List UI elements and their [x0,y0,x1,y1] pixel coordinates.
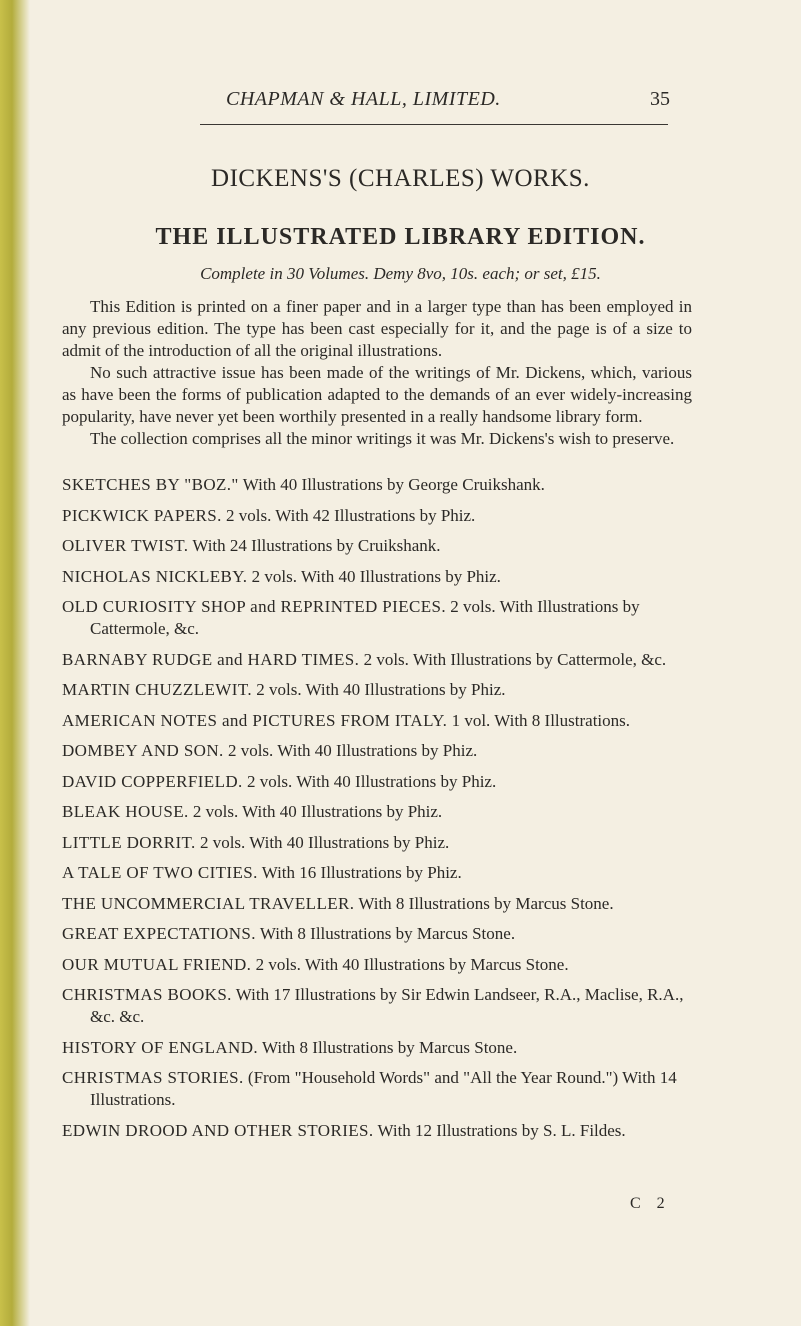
work-entry [62,740,692,762]
work-detail: 2 vols. With Illustrations by Cattermole, &c. [90,597,640,638]
work-title: DAVID COPPERFIELD. [62,771,243,791]
work-entry [62,649,692,671]
work-entry [62,710,692,732]
page-number: 35 [650,88,670,110]
work-entry [62,535,692,557]
intro-text [62,296,692,450]
work-detail: With 8 Illustrations by Marcus Stone. [358,893,614,913]
work-entry [62,596,692,640]
work-title: BARNABY RUDGE and HARD TIMES. [62,649,360,669]
work-title: OLIVER TWIST. [62,536,189,555]
work-entry [62,1067,692,1111]
work-title: PICKWICK PAPERS. [62,505,222,525]
work-detail: 2 vols. With Illustrations by Cattermole, &c. [363,649,667,669]
work-detail: With 12 Illustrations by S. L. Fildes. [377,1120,626,1140]
work-detail: With 17 Illustrations by Sir Edwin Landseer, R.A., Maclise, R.A., &c. &c. [90,985,684,1026]
work-detail: With 8 Illustrations by Marcus Stone. [261,1037,518,1057]
work-title: OLD CURIOSITY SHOP and REPRINTED PIECES. [62,597,447,616]
works-list [62,474,692,1150]
work-detail: With 24 Illustrations by Cruikshank. [192,536,441,555]
work-entry [62,862,692,884]
running-header [200,88,670,118]
intro-paragraph: No such attractive issue has been made of the writings of Mr. Dickens, which, various as have been the forms of publication adapted to the demands of an ever widely-increasing popularity, have never yet been worthily presented in a really handsome library form. [62,363,692,426]
work-entry [62,923,692,945]
work-title: OUR MUTUAL FRIEND. [62,954,252,974]
work-entry [62,1120,692,1142]
work-detail: With 16 Illustrations by Phiz. [261,863,462,882]
work-entry [62,771,692,793]
work-title: LITTLE DORRIT. [62,832,196,852]
work-detail: 1 vol. With 8 Illustrations. [451,710,631,730]
work-detail: 2 vols. With 40 Illustrations by Phiz. [246,771,497,791]
intro-paragraph: The collection comprises all the minor writings it was Mr. Dickens's wish to preserve. [90,429,675,448]
work-detail: 2 vols. With 40 Illustrations by Phiz. [256,680,506,699]
work-entry [62,566,692,588]
work-entry [62,984,692,1028]
work-title: NICHOLAS NICKLEBY. [62,566,248,586]
work-entry [62,474,692,496]
work-title: A TALE OF TWO CITIES. [62,863,258,882]
work-title: THE UNCOMMERCIAL TRAVELLER. [62,893,355,913]
work-detail: (From "Household Words" and "All the Year Round.") With 14 Illustrations. [90,1068,677,1109]
header-rule [200,124,668,125]
work-detail: With 8 Illustrations by Marcus Stone. [259,924,516,943]
work-title: DOMBEY AND SON. [62,741,224,760]
work-entry [62,679,692,701]
work-entry [62,505,692,527]
work-entry [62,893,692,915]
work-detail: 2 vols. With 40 Illustrations by Phiz. [251,566,501,586]
work-title: CHRISTMAS BOOKS. [62,985,232,1004]
work-title: HISTORY OF ENGLAND. [62,1037,259,1057]
edition-title: THE ILLUSTRATED LIBRARY EDITION. [155,224,646,250]
work-detail: 2 vols. With 40 Illustrations by Phiz. [199,832,450,852]
work-entry [62,832,692,854]
work-title: BLEAK HOUSE. [62,802,189,821]
work-title: EDWIN DROOD AND OTHER STORIES. [62,1120,374,1140]
work-entry [62,1037,692,1059]
work-title: SKETCHES BY "BOZ." [62,475,239,494]
work-title: GREAT EXPECTATIONS. [62,924,256,943]
work-entry [62,801,692,823]
work-title: MARTIN CHUZZLEWIT. [62,680,252,699]
work-detail: With 40 Illustrations by George Cruikshank. [242,475,545,494]
signature-mark: C 2 [630,1195,671,1212]
publisher-title: CHAPMAN & HALL, LIMITED. [226,88,501,110]
work-title: AMERICAN NOTES and PICTURES FROM ITALY. [62,710,448,730]
work-detail: 2 vols. With 40 Illustrations by Phiz. [227,741,478,760]
work-entry [62,954,692,976]
work-title: CHRISTMAS STORIES. [62,1068,244,1087]
intro-paragraph: This Edition is printed on a finer paper and in a larger type than has been employed in any previous edition. The type has been cast especially for it, and the page is of a size to admit of the introduction of all the original illustrations. [62,297,692,360]
work-detail: 2 vols. With 42 Illustrations by Phiz. [226,505,476,525]
work-detail: 2 vols. With 40 Illustrations by Phiz. [192,802,443,821]
work-detail: 2 vols. With 40 Illustrations by Marcus Stone. [255,954,569,974]
edition-subtitle: Complete in 30 Volumes. Demy 8vo, 10s. each; or set, £15. [200,264,601,283]
section-title: DICKENS'S (CHARLES) WORKS. [211,165,590,192]
